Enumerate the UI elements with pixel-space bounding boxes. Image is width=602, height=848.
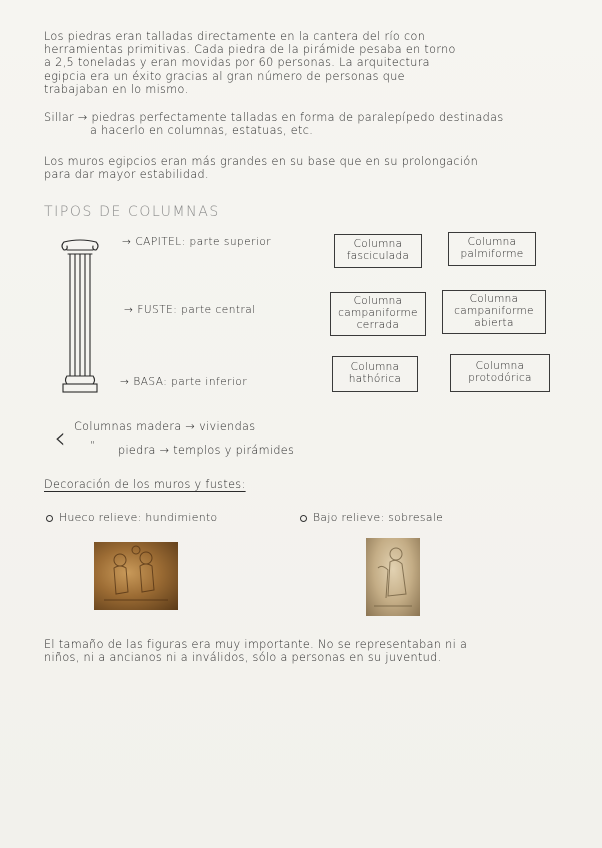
- box-line: Columna: [353, 238, 403, 251]
- intro-line: trabajaban en lo mismo.: [44, 82, 189, 96]
- column-type-box: [442, 290, 546, 334]
- muros-line: Los muros egipcios eran más grandes en su base que en su prolongación: [44, 155, 479, 168]
- part-label: CAPITEL: parte superior: [135, 236, 272, 248]
- muros-paragraph: [44, 155, 584, 181]
- materials-madera: Columnas madera → viviendas: [74, 420, 256, 433]
- part-label: BASA: parte inferior: [133, 376, 248, 388]
- intro-paragraph: [44, 30, 564, 96]
- intro-line: herramientas primitivas. Cada piedra de la pirámide pesaba en torno: [44, 43, 456, 57]
- ditto-mark: ": [90, 440, 95, 451]
- intro-line: a 2,5 toneladas y eran movidas por 60 personas. La arquitectura: [44, 56, 430, 70]
- intro-line: egipcia era un éxito gracias al gran número de personas que: [44, 69, 405, 83]
- part-fuste: [124, 304, 256, 316]
- bullet-hueco-relieve: [46, 512, 218, 525]
- arrow-icon: →: [122, 236, 132, 248]
- column-type-box: [334, 234, 422, 268]
- brace-icon: ‹: [54, 421, 66, 456]
- part-capitel: [122, 236, 271, 248]
- muros-line: para dar mayor estabilidad.: [44, 168, 209, 182]
- section-title-columnas: TIPOS DE COLUMNAS: [44, 204, 220, 220]
- part-label: FUSTE: parte central: [137, 304, 256, 316]
- box-line: protodórica: [468, 372, 532, 384]
- box-line: Columna: [350, 361, 400, 374]
- column-type-box: [450, 354, 550, 392]
- ionic-column-drawing: [58, 236, 102, 398]
- materials-piedra: piedra → templos y pirámides: [118, 444, 295, 457]
- sillar-line: Sillar → piedras perfectamente talladas en forma de paralepípedo destinadas: [44, 111, 504, 124]
- box-line: cerrada: [356, 318, 400, 331]
- column-type-box: [332, 356, 418, 392]
- intro-line: Los piedras eran talladas directamente en la cantera del río con: [44, 30, 426, 43]
- bullet-bajo-relieve: [300, 512, 443, 525]
- box-line: campaniforme: [338, 307, 418, 320]
- closing-line: niños, ni a ancianos ni a inválidos, sólo a personas en su juventud.: [44, 651, 442, 665]
- column-type-box: [330, 292, 426, 336]
- closing-paragraph: [44, 638, 584, 664]
- bullet-dot-icon: [46, 515, 53, 522]
- arrow-icon: →: [124, 304, 134, 316]
- box-line: palmiforme: [460, 248, 524, 260]
- box-line: Columna: [353, 295, 403, 308]
- arrow-icon: →: [120, 376, 130, 388]
- column-type-box: [448, 232, 536, 266]
- box-line: abierta: [474, 316, 514, 329]
- closing-line: El tamaño de las figuras era muy importante. No se representaban ni a: [44, 638, 468, 651]
- box-line: campaniforme: [454, 305, 534, 318]
- bajo-relieve-photo: [366, 538, 420, 616]
- bullet-label: Hueco relieve: hundimiento: [59, 511, 218, 524]
- bullet-dot-icon: [300, 515, 307, 522]
- box-line: fasciculada: [346, 250, 410, 262]
- bullet-label: Bajo relieve: sobresale: [313, 511, 444, 524]
- part-basa: [120, 376, 247, 388]
- hueco-relieve-photo: [94, 542, 178, 610]
- box-line: hathórica: [348, 373, 402, 385]
- box-line: Columna: [475, 360, 525, 373]
- box-line: Columna: [469, 293, 519, 306]
- sillar-line: a hacerlo en columnas, estatuas, etc.: [90, 124, 314, 138]
- box-line: Columna: [467, 236, 517, 249]
- decoration-title: Decoración de los muros y fustes:: [44, 478, 246, 491]
- sillar-definition: [44, 111, 584, 137]
